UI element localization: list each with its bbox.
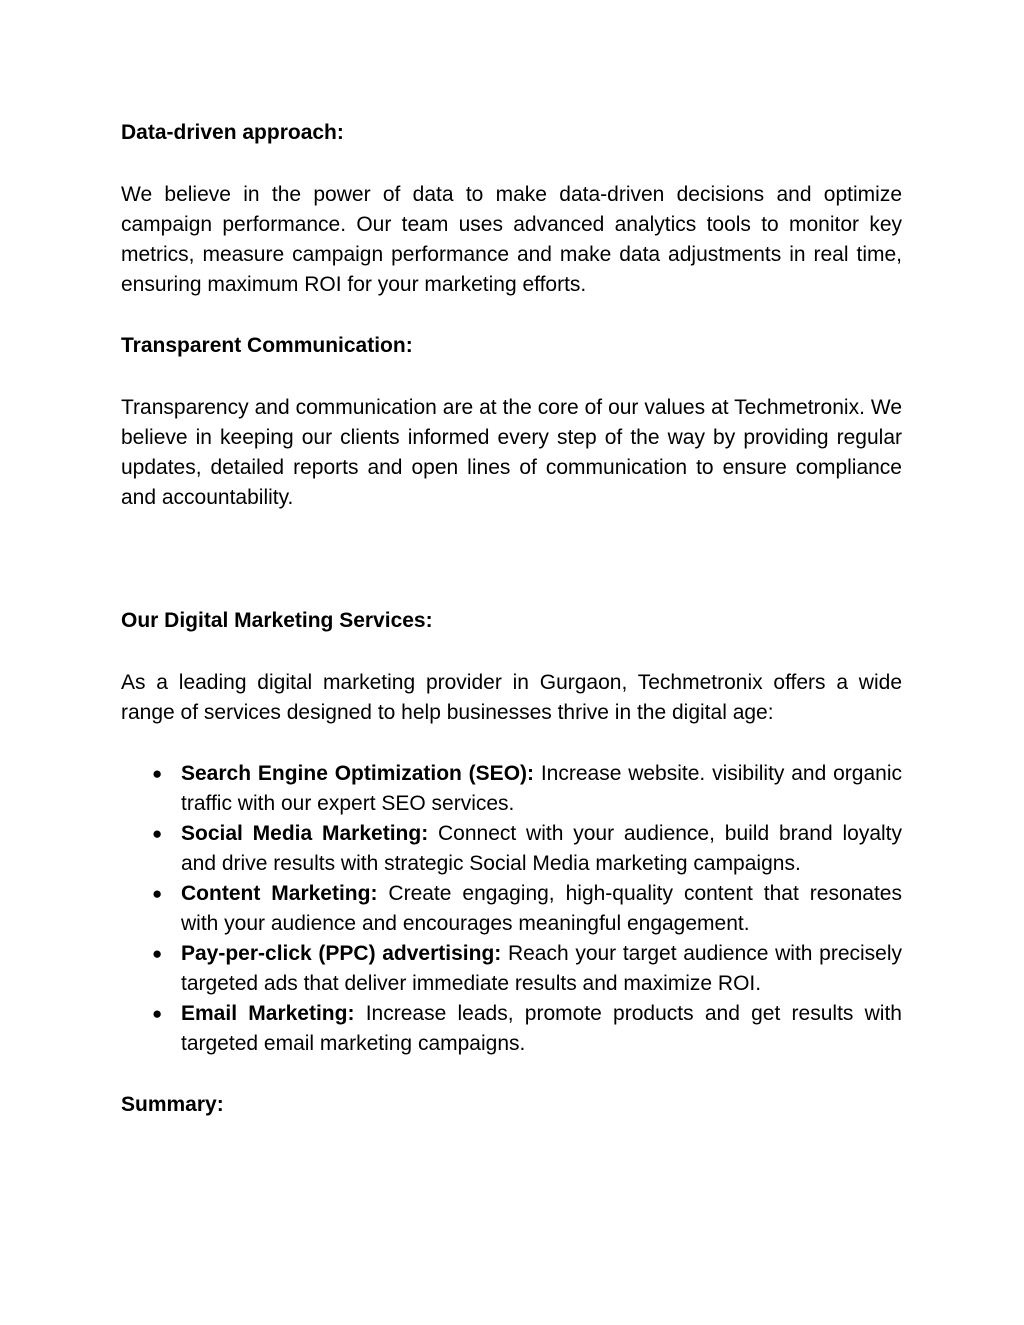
list-item bbox=[121, 939, 902, 999]
transparent-communication-heading: Transparent Communication: bbox=[121, 334, 413, 357]
service-term: Search Engine Optimization (SEO): bbox=[181, 762, 541, 785]
transparent-communication-paragraph: Transparency and communication are at the core of our values at Techmetronix. We believe in keeping our clients informed every step of the way by providing regular updates, detailed reports and open lines of communication to ensure compliance and accountability. bbox=[121, 396, 902, 509]
bullet-icon: ● bbox=[152, 764, 163, 783]
list-item bbox=[121, 819, 902, 879]
list-item bbox=[121, 999, 902, 1059]
service-term: Content Marketing: bbox=[181, 882, 389, 905]
service-description: Increase leads, promote products and get results with targeted email marketing campaigns. bbox=[181, 1002, 902, 1055]
data-driven-heading: Data-driven approach: bbox=[121, 121, 344, 144]
service-term: Email Marketing: bbox=[181, 1002, 366, 1025]
list-item bbox=[121, 759, 902, 819]
service-description: Reach your target audience with precisely targeted ads that deliver immediate results and maximize ROI. bbox=[181, 942, 903, 995]
service-description: Create engaging, high-quality content that resonates with your audience and encourages meaningful engagement. bbox=[181, 882, 902, 935]
services-list bbox=[121, 759, 902, 1059]
bullet-icon: ● bbox=[152, 884, 163, 903]
service-description: Increase website. visibility and organic traffic with our expert SEO services. bbox=[181, 762, 902, 815]
data-driven-paragraph: We believe in the power of data to make data-driven decisions and optimize campaign performance. Our team uses advanced analytics tools to monitor key metrics, measure campaign performance and make data adjustments in real time, ensuring maximum ROI for your marketing efforts. bbox=[121, 183, 902, 296]
services-intro-paragraph: As a leading digital marketing provider in Gurgaon, Techmetronix offers a wide range of services designed to help businesses thrive in the digital age: bbox=[121, 671, 902, 724]
summary-heading: Summary: bbox=[121, 1093, 224, 1116]
document-page bbox=[121, 118, 902, 1120]
list-item bbox=[121, 879, 902, 939]
service-term: Pay-per-click (PPC) advertising: bbox=[181, 942, 508, 965]
bullet-icon: ● bbox=[152, 944, 163, 963]
bullet-icon: ● bbox=[152, 1004, 163, 1023]
service-description: Connect with your audience, build brand loyalty and drive results with strategic Social Media marketing campaigns. bbox=[181, 822, 902, 875]
service-term: Social Media Marketing: bbox=[181, 822, 439, 845]
bullet-icon: ● bbox=[152, 824, 163, 843]
services-heading: Our Digital Marketing Services: bbox=[121, 609, 433, 632]
